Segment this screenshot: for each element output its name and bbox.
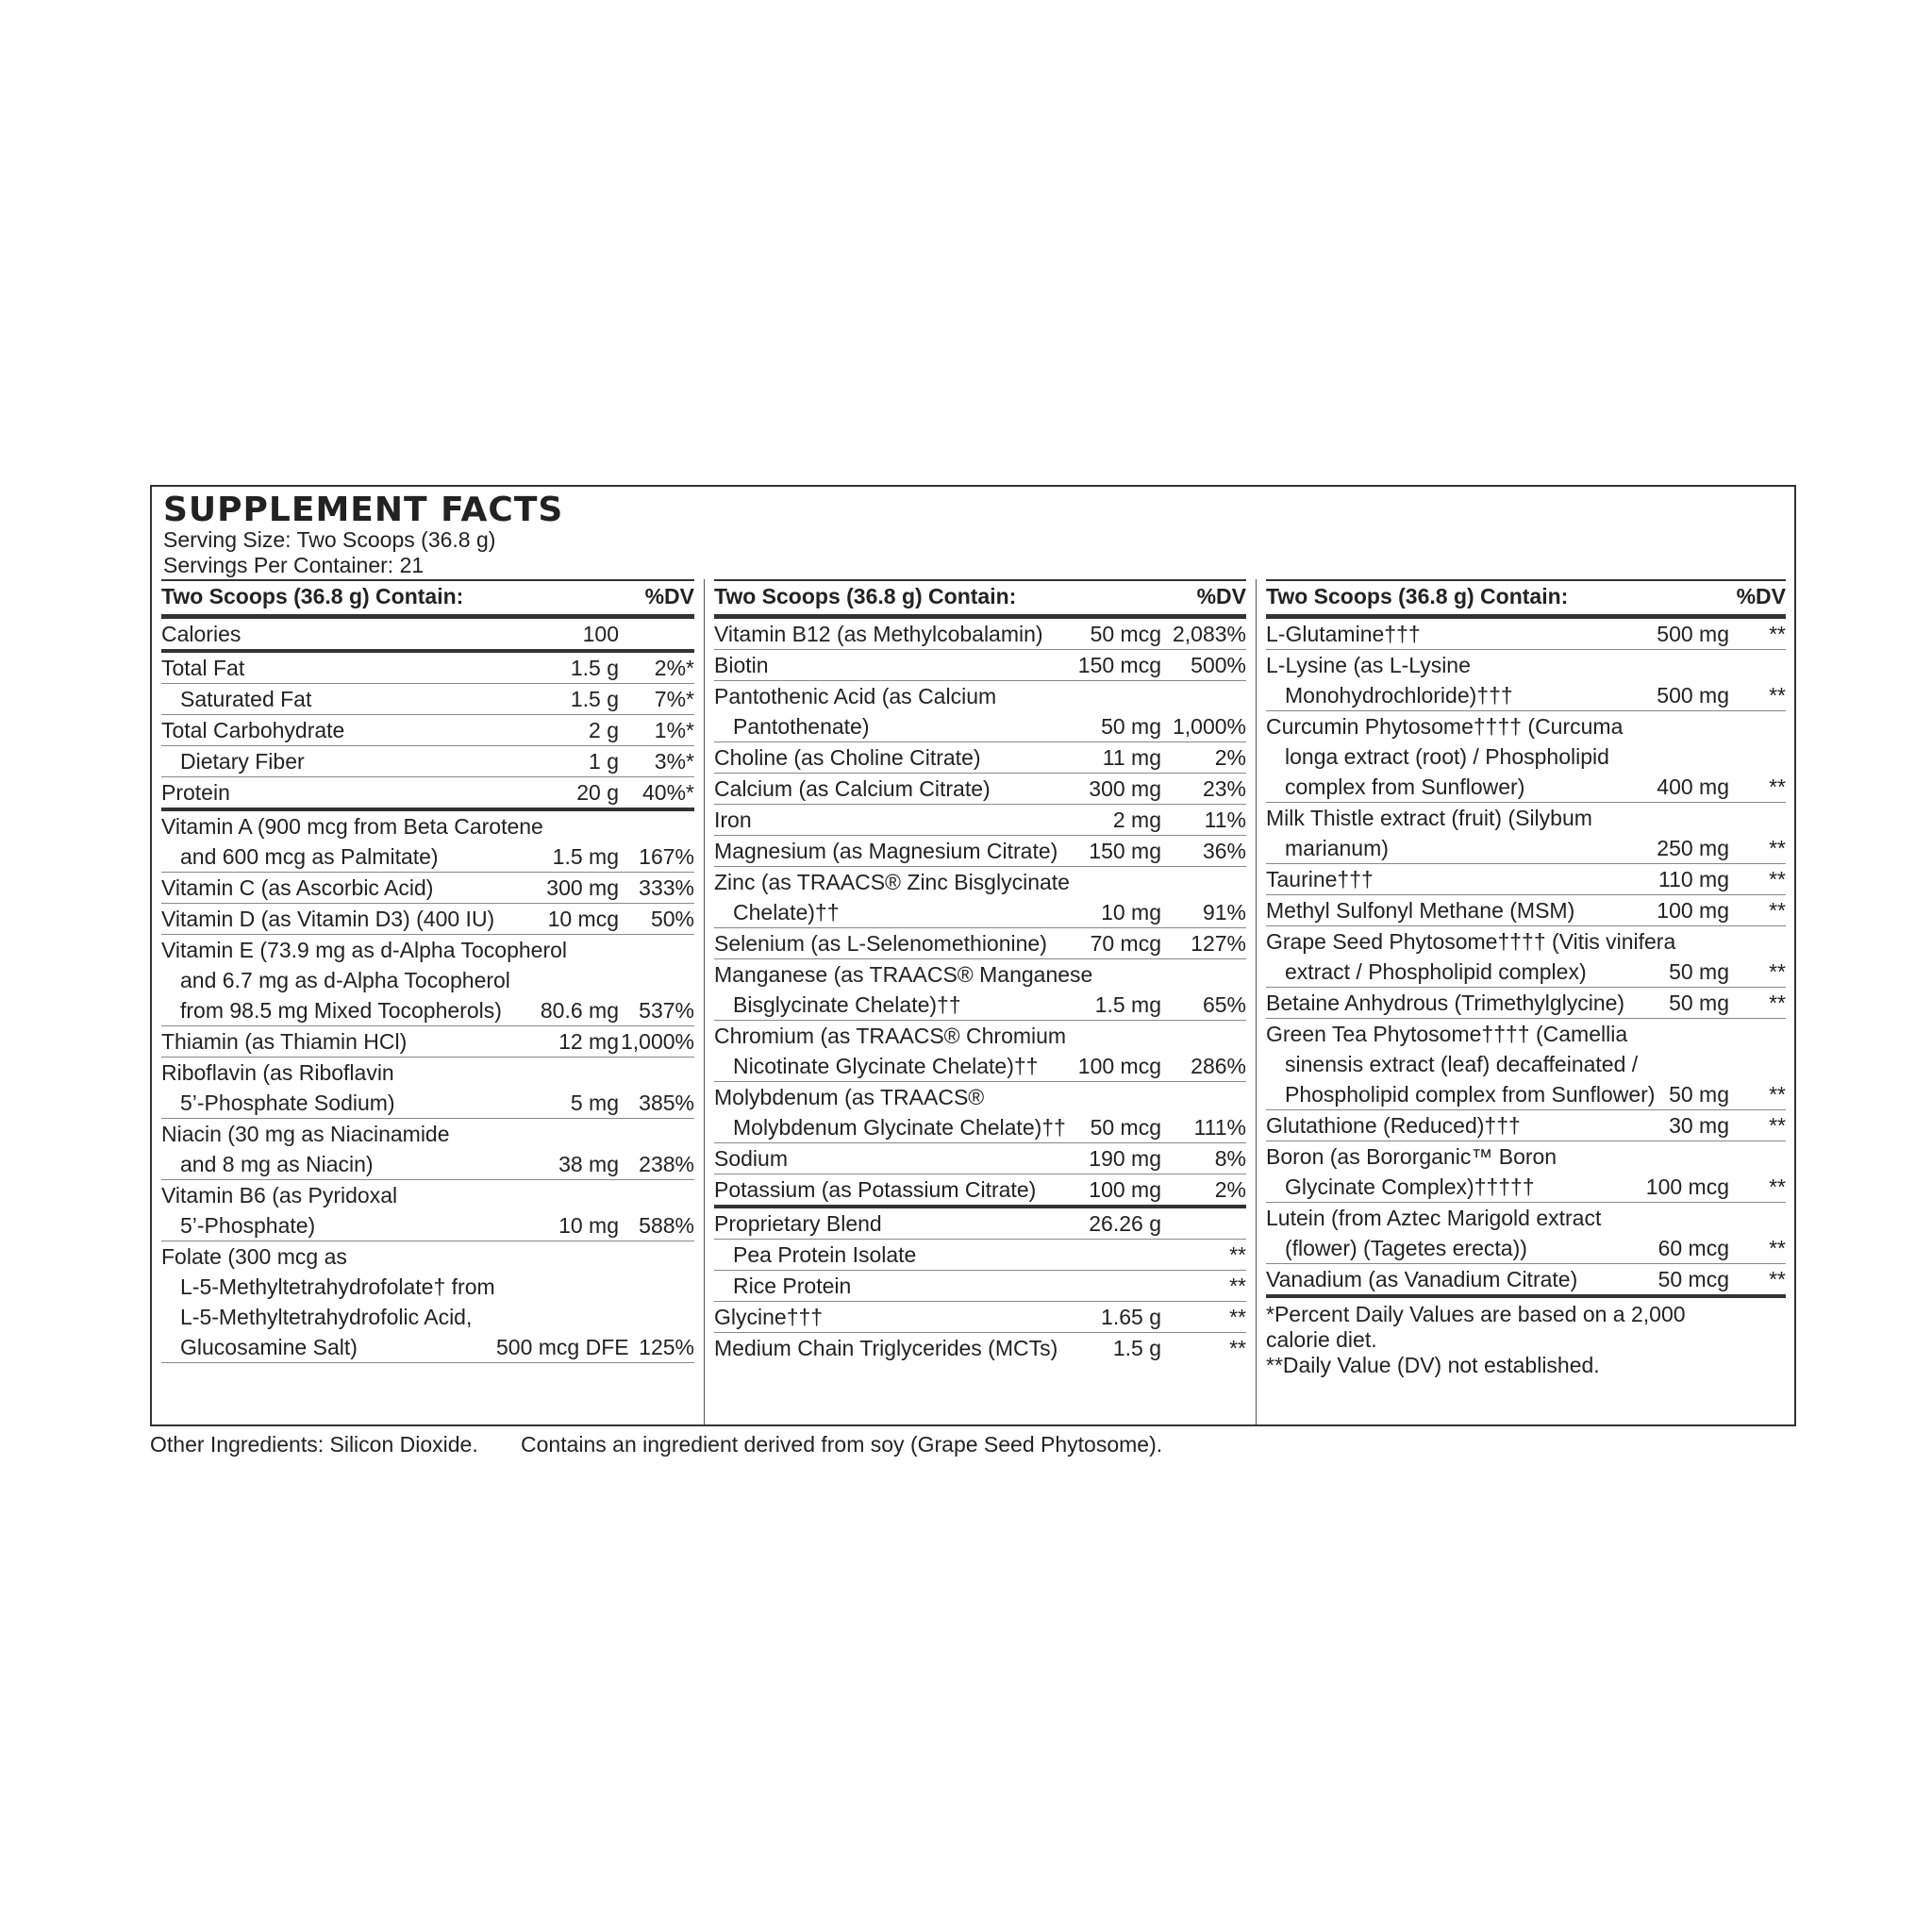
serving-size: Serving Size: Two Scoops (36.8 g) xyxy=(163,527,496,552)
nutrient-amount: 100 mg xyxy=(1657,898,1729,923)
nutrient-amount: 1.65 g xyxy=(1101,1305,1161,1329)
nutrient-name-line: Grape Seed Phytosome†††† (Vitis vinifera xyxy=(1266,929,1676,954)
nutrient-name xyxy=(1266,1019,1656,1109)
nutrient-row xyxy=(714,1333,1246,1363)
nutrient-dv: 1,000% xyxy=(1172,714,1246,739)
nutrient-row xyxy=(714,805,1246,836)
nutrient-row xyxy=(161,619,694,653)
footnote-line: *Percent Daily Values are based on a 2,000 xyxy=(1266,1302,1686,1326)
nutrient-row xyxy=(161,873,694,904)
nutrient-row xyxy=(1266,1203,1786,1264)
nutrient-row xyxy=(1266,619,1786,650)
nutrient-row xyxy=(714,1174,1246,1208)
nutrient-name xyxy=(714,774,1039,804)
nutrient-name-line: Medium Chain Triglycerides (MCTs) xyxy=(714,1336,1058,1360)
nutrient-name-line: Glucosamine Salt) xyxy=(180,1335,358,1359)
nutrient-dv: ** xyxy=(1769,1236,1786,1260)
nutrient-name xyxy=(1266,650,1588,710)
nutrient-row xyxy=(714,1082,1246,1143)
nutrient-row xyxy=(161,653,694,684)
nutrient-name-line: (flower) (Tagetes erecta)) xyxy=(1285,1236,1527,1260)
nutrient-name-line: Phospholipid complex from Sunflower) xyxy=(1285,1082,1656,1107)
nutrient-name xyxy=(714,1271,1039,1301)
nutrient-row xyxy=(1266,988,1786,1019)
nutrient-name xyxy=(1266,926,1676,987)
nutrient-name-line: Green Tea Phytosome†††† (Camellia xyxy=(1266,1022,1628,1046)
nutrient-amount: 1.5 g xyxy=(1112,1336,1161,1360)
nutrient-dv: ** xyxy=(1769,1174,1786,1199)
nutrient-name-line: Riboflavin (as Riboflavin xyxy=(161,1060,394,1085)
nutrient-amount: 150 mg xyxy=(1089,839,1161,863)
nutrient-rows xyxy=(714,619,1246,1363)
nutrient-dv: 2,083% xyxy=(1172,622,1246,646)
nutrient-dv: ** xyxy=(1769,1267,1786,1291)
nutrient-row xyxy=(714,867,1246,928)
nutrient-amount: 150 mcg xyxy=(1077,653,1161,677)
nutrient-amount: 400 mg xyxy=(1657,774,1729,799)
nutrient-name xyxy=(714,1174,1039,1205)
nutrient-name-line: Chelate)†† xyxy=(733,900,840,924)
nutrient-row xyxy=(714,650,1246,681)
nutrient-amount: 500 mg xyxy=(1657,683,1729,708)
nutrient-name xyxy=(161,653,496,683)
panel-title: SUPPLEMENT FACTS xyxy=(163,491,564,529)
nutrient-row xyxy=(161,904,694,935)
nutrient-name-line: Sodium xyxy=(714,1146,788,1171)
nutrient-name xyxy=(161,1180,496,1241)
nutrient-dv: 385% xyxy=(639,1091,694,1115)
nutrient-row xyxy=(714,742,1246,774)
nutrient-name xyxy=(1266,1264,1588,1294)
nutrient-name xyxy=(161,715,496,745)
nutrient-name xyxy=(714,1302,1039,1332)
nutrient-amount: 50 mcg xyxy=(1657,1267,1729,1291)
nutrient-dv: 8% xyxy=(1214,1146,1246,1171)
nutrient-dv: 500% xyxy=(1191,653,1246,677)
nutrient-name xyxy=(714,619,1043,649)
nutrient-name xyxy=(161,811,543,872)
nutrient-name-line: complex from Sunflower) xyxy=(1285,774,1525,799)
nutrient-name-line: Molybdenum (as TRAACS® xyxy=(714,1085,985,1109)
footnote-line: calorie diet. xyxy=(1266,1327,1377,1352)
nutrient-amount: 500 mcg DFE xyxy=(496,1335,629,1359)
nutrient-row xyxy=(161,1241,694,1363)
nutrient-amount: 300 mg xyxy=(546,875,619,900)
nutrient-dv: 2% xyxy=(1214,1177,1246,1202)
column-header xyxy=(714,579,1246,619)
nutrient-name-line: Selenium (as L-Selenomethionine) xyxy=(714,931,1047,956)
nutrient-name-line: Total Carbohydrate xyxy=(161,718,345,742)
nutrient-row xyxy=(714,959,1246,1021)
nutrient-name-line: Calories xyxy=(161,622,242,646)
nutrient-row xyxy=(161,811,694,873)
nutrient-name xyxy=(1266,803,1592,863)
nutrient-name-line: and 8 mg as Niacin) xyxy=(180,1152,374,1176)
nutrient-row xyxy=(1266,926,1786,988)
nutrient-name-line: Bisglycinate Chelate)†† xyxy=(733,992,961,1017)
nutrient-amount: 100 mcg xyxy=(1645,1174,1729,1199)
nutrient-name-line: Boron (as Bororganic™ Boron xyxy=(1266,1144,1557,1169)
nutrient-row xyxy=(714,928,1246,959)
nutrient-name xyxy=(714,681,1039,741)
nutrient-dv: ** xyxy=(1229,1305,1246,1329)
nutrient-dv: ** xyxy=(1769,836,1786,860)
nutrient-name-line: Pea Protein Isolate xyxy=(733,1242,917,1267)
nutrient-dv: 238% xyxy=(639,1152,694,1176)
nutrient-name-line: Thiamin (as Thiamin HCl) xyxy=(161,1029,408,1054)
nutrient-name-line: Folate (300 mcg as xyxy=(161,1244,347,1269)
nutrient-row xyxy=(714,681,1246,742)
nutrient-name-line: longa extract (root) / Phospholipid xyxy=(1285,744,1609,769)
nutrient-name-line: L-Glutamine††† xyxy=(1266,622,1421,646)
nutrient-name xyxy=(161,904,496,934)
nutrient-dv: ** xyxy=(1769,1082,1786,1107)
nutrient-rows xyxy=(1266,619,1786,1298)
nutrient-row xyxy=(161,935,694,1026)
nutrient-name-line: Iron xyxy=(714,808,752,832)
nutrient-row xyxy=(161,684,694,715)
nutrient-row xyxy=(1266,1141,1786,1203)
nutrient-name-line: Monohydrochloride)††† xyxy=(1285,683,1513,708)
nutrient-row xyxy=(714,1143,1246,1174)
nutrient-name xyxy=(714,959,1093,1020)
nutrient-dv: 7%* xyxy=(654,687,694,711)
nutrient-name-line: Saturated Fat xyxy=(180,687,312,711)
nutrient-row xyxy=(714,1302,1246,1333)
nutrient-amount: 60 mcg xyxy=(1657,1236,1729,1260)
nutrient-name-line: Betaine Anhydrous (Trimethylglycine) xyxy=(1266,991,1625,1015)
nutrient-amount: 50 mg xyxy=(1101,714,1161,739)
nutrient-name-line: Rice Protein xyxy=(733,1274,852,1298)
nutrient-name-line: Dietary Fiber xyxy=(180,749,305,774)
column-header-dv: %DV xyxy=(1736,584,1786,608)
nutrient-dv: 40%* xyxy=(642,780,694,805)
nutrient-name-line: Glycinate Complex)††††† xyxy=(1285,1174,1535,1199)
nutrient-name xyxy=(161,619,496,649)
nutrient-row xyxy=(1266,1110,1786,1141)
supplement-facts-panel xyxy=(150,485,1796,1426)
nutrient-amount: 11 mg xyxy=(1102,745,1161,770)
nutrient-name xyxy=(714,805,1039,835)
nutrient-dv: 23% xyxy=(1202,776,1246,801)
footnote-line: **Daily Value (DV) not established. xyxy=(1266,1353,1600,1377)
nutrient-dv: ** xyxy=(1769,867,1786,891)
nutrient-name-line: 5’-Phosphate Sodium) xyxy=(180,1091,395,1115)
nutrient-name xyxy=(714,1021,1067,1081)
nutrient-row xyxy=(714,1271,1246,1302)
column-header xyxy=(1266,579,1786,619)
nutrient-amount: 100 mg xyxy=(1089,1177,1161,1202)
nutrient-name-line: Vanadium (as Vanadium Citrate) xyxy=(1266,1267,1578,1291)
nutrient-name-line: sinensis extract (leaf) decaffeinated / xyxy=(1285,1052,1639,1076)
nutrient-dv: 125% xyxy=(639,1335,694,1359)
nutrient-row xyxy=(161,1058,694,1119)
nutrient-name-line: L-Lysine (as L-Lysine xyxy=(1266,653,1471,677)
nutrient-amount: 50 mcg xyxy=(1090,1115,1161,1140)
nutrient-name-line: Chromium (as TRAACS® Chromium xyxy=(714,1024,1067,1048)
nutrient-name xyxy=(1266,988,1625,1018)
nutrient-name-line: Methyl Sulfonyl Methane (MSM) xyxy=(1266,898,1575,923)
nutrient-name xyxy=(714,1333,1058,1363)
nutrient-name xyxy=(161,1026,496,1057)
nutrient-row xyxy=(714,836,1246,867)
nutrient-row xyxy=(714,1021,1246,1082)
facts-column-1 xyxy=(152,579,704,1424)
nutrient-amount: 5 mg xyxy=(570,1091,619,1115)
footnotes xyxy=(1266,1298,1786,1378)
nutrient-name-line: 5’-Phosphate) xyxy=(180,1213,316,1238)
nutrient-dv: 167% xyxy=(639,844,694,869)
nutrient-amount: 38 mg xyxy=(558,1152,619,1176)
column-header xyxy=(161,579,694,619)
nutrient-name-line: Niacin (30 mg as Niacinamide xyxy=(161,1122,450,1146)
facts-column-2 xyxy=(704,579,1256,1424)
nutrient-dv: ** xyxy=(1769,1113,1786,1138)
nutrient-amount: 10 mg xyxy=(1101,900,1161,924)
nutrient-name-line: and 6.7 mg as d-Alpha Tocopherol xyxy=(180,968,510,992)
nutrient-amount: 50 mg xyxy=(1669,1082,1729,1107)
nutrient-name-line: Magnesium (as Magnesium Citrate) xyxy=(714,839,1058,863)
nutrient-name xyxy=(161,746,496,776)
nutrient-row xyxy=(1266,803,1786,864)
nutrient-row xyxy=(161,746,694,777)
nutrient-amount: 110 mg xyxy=(1657,867,1729,891)
nutrient-name-line: Nicotinate Glycinate Chelate)†† xyxy=(733,1054,1039,1078)
nutrient-dv: 588% xyxy=(639,1213,694,1238)
nutrient-name-line: Biotin xyxy=(714,653,769,677)
nutrient-dv: 1,000% xyxy=(620,1029,694,1054)
column-header-label: Two Scoops (36.8 g) Contain: xyxy=(161,584,464,608)
nutrient-row xyxy=(714,1208,1246,1240)
nutrient-name xyxy=(161,1058,496,1118)
column-header-dv: %DV xyxy=(1196,584,1246,608)
nutrient-amount: 1.5 mg xyxy=(1094,992,1161,1017)
nutrient-name-line: Vitamin E (73.9 mg as d-Alpha Tocopherol xyxy=(161,938,568,962)
nutrient-name-line: Potassium (as Potassium Citrate) xyxy=(714,1177,1037,1202)
nutrient-dv: 50% xyxy=(650,907,694,931)
nutrient-amount: 80.6 mg xyxy=(540,998,619,1023)
nutrient-name-line: Glutathione (Reduced)††† xyxy=(1266,1113,1521,1138)
nutrient-name xyxy=(1266,1203,1602,1263)
nutrient-amount: 500 mg xyxy=(1657,622,1729,646)
nutrient-name-line: and 600 mcg as Palmitate) xyxy=(180,844,439,869)
nutrient-name-line: Pantothenate) xyxy=(733,714,870,739)
nutrient-name xyxy=(714,1208,1039,1239)
nutrient-amount: 70 mcg xyxy=(1090,931,1161,956)
nutrient-name xyxy=(714,836,1058,866)
nutrient-dv: ** xyxy=(1769,898,1786,923)
nutrient-dv: 333% xyxy=(639,875,694,900)
nutrient-name-line: Calcium (as Calcium Citrate) xyxy=(714,776,991,801)
nutrient-row xyxy=(161,1180,694,1241)
nutrient-name xyxy=(161,1241,496,1362)
nutrient-amount: 2 mg xyxy=(1112,808,1161,832)
nutrient-dv: 1%* xyxy=(654,718,694,742)
nutrient-name xyxy=(714,1240,1039,1270)
nutrient-row xyxy=(714,774,1246,805)
nutrient-dv: 286% xyxy=(1191,1054,1246,1078)
nutrient-name-line: Curcumin Phytosome†††† (Curcuma xyxy=(1266,714,1624,739)
nutrient-name xyxy=(714,650,1039,680)
nutrient-name-line: Vitamin B6 (as Pyridoxal xyxy=(161,1183,398,1208)
nutrient-dv: ** xyxy=(1769,774,1786,799)
nutrient-dv: ** xyxy=(1769,683,1786,708)
nutrient-row xyxy=(1266,1264,1786,1298)
nutrient-row xyxy=(714,619,1246,650)
nutrient-row xyxy=(1266,711,1786,803)
nutrient-dv: ** xyxy=(1229,1242,1246,1267)
nutrient-amount: 100 mcg xyxy=(1077,1054,1161,1078)
nutrient-row xyxy=(161,715,694,746)
nutrient-dv: 2%* xyxy=(654,656,694,680)
nutrient-dv: 3%* xyxy=(654,749,694,774)
nutrient-amount: 100 xyxy=(582,622,619,646)
nutrient-dv: 65% xyxy=(1202,992,1246,1017)
nutrient-row xyxy=(161,1119,694,1180)
nutrient-name xyxy=(714,1143,1039,1174)
nutrient-name-line: Vitamin D (as Vitamin D3) (400 IU) xyxy=(161,907,495,931)
nutrient-name-line: Pantothenic Acid (as Calcium xyxy=(714,684,997,708)
nutrient-amount: 1.5 g xyxy=(570,687,619,711)
nutrient-name-line: Vitamin B12 (as Methylcobalamin) xyxy=(714,622,1043,646)
nutrient-name-line: L-5-Methyltetrahydrofolate† from xyxy=(180,1274,495,1299)
nutrient-name xyxy=(1266,895,1588,925)
nutrient-name-line: Molybdenum Glycinate Chelate)†† xyxy=(733,1115,1066,1140)
nutrient-amount: 10 mcg xyxy=(547,907,619,931)
nutrient-amount: 1.5 g xyxy=(570,656,619,680)
nutrient-amount: 20 g xyxy=(576,780,619,805)
nutrient-name-line: Zinc (as TRAACS® Zinc Bisglycinate xyxy=(714,870,1070,894)
nutrient-name xyxy=(714,742,1039,773)
nutrient-name-line: Milk Thistle extract (fruit) (Silybum xyxy=(1266,806,1592,830)
nutrient-name xyxy=(1266,711,1624,802)
nutrient-amount: 26.26 g xyxy=(1089,1211,1161,1236)
nutrient-name xyxy=(1266,1141,1588,1202)
nutrient-amount: 12 mg xyxy=(558,1029,619,1054)
column-header-label: Two Scoops (36.8 g) Contain: xyxy=(714,584,1017,608)
nutrient-name xyxy=(714,867,1070,927)
nutrient-amount: 2 g xyxy=(589,718,619,742)
nutrient-name xyxy=(161,935,568,1025)
nutrient-name-line: extract / Phospholipid complex) xyxy=(1285,959,1587,984)
nutrient-amount: 250 mg xyxy=(1657,836,1729,860)
nutrient-name-line: Vitamin C (as Ascorbic Acid) xyxy=(161,875,434,900)
nutrient-row xyxy=(161,777,694,811)
nutrient-row xyxy=(1266,650,1786,711)
nutrient-name-line: Protein xyxy=(161,780,230,805)
nutrient-name xyxy=(1266,619,1588,649)
nutrient-name xyxy=(1266,1110,1588,1141)
allergen-note: Contains an ingredient derived from soy (Grape Seed Phytosome). xyxy=(521,1432,1163,1457)
nutrient-rows xyxy=(161,619,694,1363)
nutrient-amount: 1.5 mg xyxy=(552,844,619,869)
facts-column-3 xyxy=(1256,579,1795,1424)
nutrient-amount: 50 mg xyxy=(1669,959,1729,984)
nutrient-amount: 190 mg xyxy=(1089,1146,1161,1171)
nutrient-name-line: L-5-Methyltetrahydrofolic Acid, xyxy=(180,1305,473,1329)
column-header-dv: %DV xyxy=(644,584,694,608)
nutrient-dv: 36% xyxy=(1202,839,1246,863)
nutrient-name xyxy=(161,777,496,808)
nutrient-name-line: Taurine††† xyxy=(1266,867,1374,891)
nutrient-amount: 50 mg xyxy=(1669,991,1729,1015)
nutrient-name xyxy=(161,1119,496,1179)
nutrient-dv: ** xyxy=(1769,622,1786,646)
nutrient-row xyxy=(714,1240,1246,1271)
nutrient-dv: 11% xyxy=(1204,808,1246,832)
nutrient-name xyxy=(161,684,496,714)
nutrient-name xyxy=(714,928,1047,958)
nutrient-name-line: Choline (as Choline Citrate) xyxy=(714,745,981,770)
other-ingredients: Other Ingredients: Silicon Dioxide. xyxy=(150,1432,478,1457)
nutrient-name-line: Manganese (as TRAACS® Manganese xyxy=(714,962,1093,987)
nutrient-dv: 91% xyxy=(1202,900,1246,924)
nutrient-row xyxy=(1266,895,1786,926)
nutrient-dv: 2% xyxy=(1214,745,1246,770)
nutrient-name xyxy=(1266,864,1588,894)
nutrient-amount: 300 mg xyxy=(1089,776,1161,801)
nutrient-name xyxy=(161,873,496,903)
nutrient-amount: 50 mcg xyxy=(1090,622,1161,646)
nutrient-name-line: from 98.5 mg Mixed Tocopherols) xyxy=(180,998,502,1023)
servings-per-container: Servings Per Container: 21 xyxy=(163,553,425,577)
nutrient-name-line: Vitamin A (900 mcg from Beta Carotene xyxy=(161,814,543,839)
nutrient-dv: 127% xyxy=(1191,931,1246,956)
nutrient-amount: 10 mg xyxy=(558,1213,619,1238)
nutrient-name-line: marianum) xyxy=(1285,836,1389,860)
nutrient-row xyxy=(1266,864,1786,895)
column-header-label: Two Scoops (36.8 g) Contain: xyxy=(1266,584,1569,608)
nutrient-amount: 30 mg xyxy=(1669,1113,1729,1138)
nutrient-dv: ** xyxy=(1229,1274,1246,1298)
nutrient-name-line: Lutein (from Aztec Marigold extract xyxy=(1266,1206,1602,1230)
nutrient-dv: 111% xyxy=(1193,1115,1246,1140)
nutrient-name-line: Glycine††† xyxy=(714,1305,824,1329)
nutrient-name-line: Total Fat xyxy=(161,656,245,680)
nutrient-row xyxy=(161,1026,694,1058)
nutrient-name xyxy=(714,1082,1066,1142)
nutrient-dv: ** xyxy=(1769,959,1786,984)
nutrient-name-line: Proprietary Blend xyxy=(714,1211,882,1236)
nutrient-amount: 1 g xyxy=(589,749,619,774)
nutrient-dv: 537% xyxy=(639,998,694,1023)
nutrient-dv: ** xyxy=(1229,1336,1246,1360)
nutrient-dv: ** xyxy=(1769,991,1786,1015)
nutrient-row xyxy=(1266,1019,1786,1110)
